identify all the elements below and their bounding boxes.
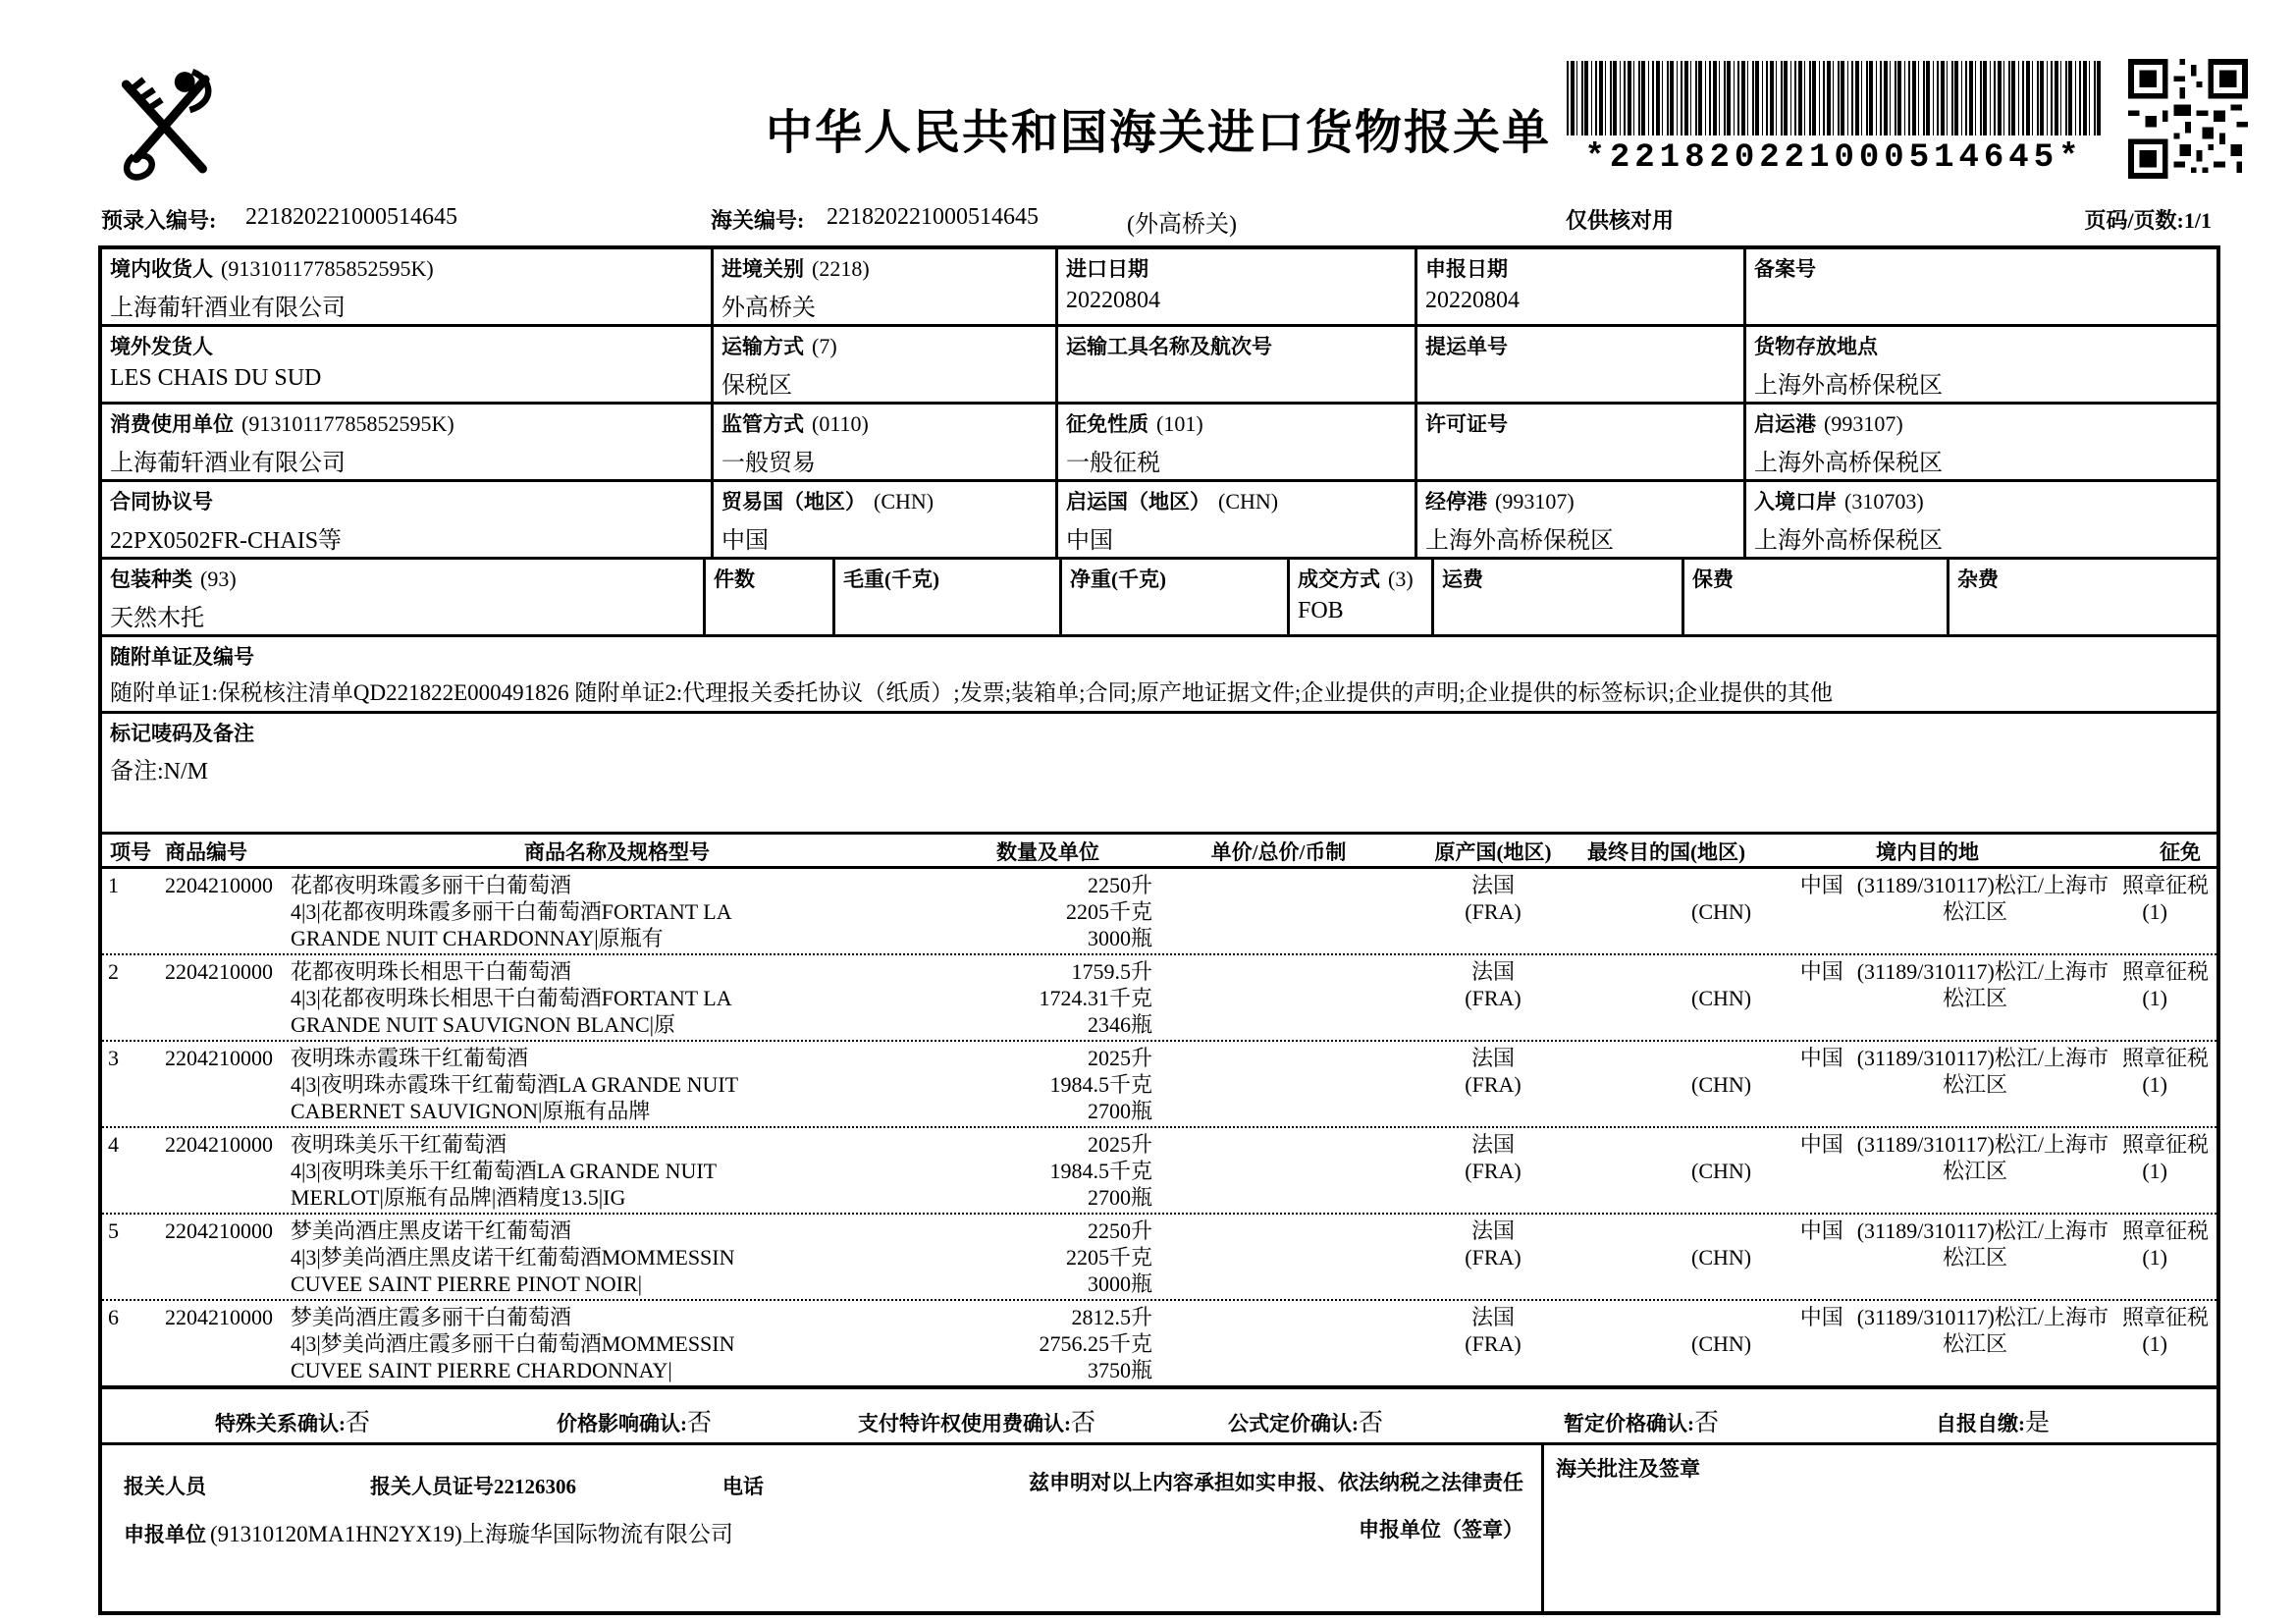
goods-items — [102, 866, 2216, 1385]
item-dest-code: (CHN) — [1691, 1245, 1752, 1270]
item-dest-country: 中国 — [1799, 1218, 1843, 1243]
col-price: 单价/总价/币制 — [1210, 840, 1347, 864]
item-qty-kg: 2205千克 — [1065, 899, 1152, 924]
item-dest-line1 — [1581, 1304, 2209, 1330]
confirm-self-declare-pay: 自报自缴:是 — [1936, 1410, 2051, 1436]
field-packing-type: 包装种类 (93) 天然木托 — [110, 567, 237, 631]
page-info: 页码/页数:1/1 — [2084, 208, 2212, 233]
item-price — [1152, 958, 1405, 1038]
item-quantity — [943, 1217, 1152, 1297]
item-qty-kg: 1724.31千克 — [1039, 986, 1152, 1010]
item-name-line2: 4|3|花都夜明珠长相思干白葡萄酒FORTANT LA — [291, 986, 732, 1010]
item-name-line3: MERLOT|原瓶有品牌|酒精度13.5|IG — [291, 1185, 626, 1210]
declaration-table — [98, 245, 2220, 1615]
port-note: (外高桥关) — [1127, 212, 1237, 238]
field-departure-port: 启运港 (993107) 上海外高桥保税区 — [1743, 405, 2216, 479]
item-price — [1152, 1131, 1405, 1211]
phone-label: 电话 — [722, 1475, 764, 1498]
barcode — [1567, 61, 2102, 177]
item-name — [291, 872, 943, 951]
meta-row — [0, 204, 2296, 238]
goods-item-row — [102, 1040, 2216, 1126]
field-storage-place: 货物存放地点 上海外高桥保税区 — [1743, 327, 2216, 402]
item-domestic-destination: (31189/310117)松江/上海市 — [1856, 1305, 2109, 1329]
item-dest-country: 中国 — [1799, 1132, 1843, 1157]
field-entry-port: 入境口岸 (310703) 上海外高桥保税区 — [1743, 482, 2216, 557]
field-transport-mode: 运输方式 (7) 保税区 — [711, 327, 1055, 402]
item-district: 松江区 — [1943, 1331, 2008, 1356]
item-dest-country: 中国 — [1799, 1046, 1843, 1070]
item-hs-code: 2204210000 — [165, 1046, 273, 1070]
item-no: 2 — [108, 959, 119, 984]
col-levy: 征免 — [2160, 840, 2201, 864]
item-origin-code: (FRA) — [1465, 1331, 1522, 1356]
item-dest-line1 — [1581, 1131, 2209, 1158]
item-dest-code: (CHN) — [1691, 1159, 1752, 1183]
item-origin-code: (FRA) — [1465, 986, 1522, 1010]
col-quantity: 数量及单位 — [996, 840, 1099, 864]
goods-item-row — [102, 1213, 2216, 1299]
item-dest-country: 中国 — [1799, 873, 1843, 897]
check-only-note: 仅供核对用 — [1566, 208, 1675, 233]
field-gross-weight: 毛重(千克) — [832, 560, 1059, 634]
field-license-no: 许可证号 — [1415, 405, 1743, 479]
item-qty-litres: 2025升 — [1087, 1132, 1152, 1157]
field-declare-date: 申报日期 20220804 — [1415, 249, 1743, 324]
item-name — [291, 1217, 943, 1297]
item-price — [1152, 1217, 1405, 1297]
field-import-date: 进口日期 20220804 — [1055, 249, 1415, 324]
item-origin-code: (FRA) — [1465, 899, 1522, 924]
confirmations-row — [102, 1385, 2216, 1442]
item-origin-country: 法国 — [1470, 873, 1515, 897]
agent-sign-label: 申报单位（签章） — [1359, 1518, 1523, 1542]
item-levy-code: (1) — [2142, 1245, 2167, 1270]
item-origin-country: 法国 — [1470, 1046, 1515, 1070]
item-levy-mode: 照章征税 — [2121, 1132, 2209, 1157]
item-dest-line2 — [1581, 1330, 2209, 1357]
confirm-special-relation: 特殊关系确认:否 — [215, 1410, 371, 1436]
item-no: 5 — [108, 1218, 119, 1243]
item-levy-code: (1) — [2142, 1331, 2167, 1356]
item-hs-code: 2204210000 — [165, 1305, 273, 1329]
item-name-line3: CUVEE SAINT PIERRE PINOT NOIR| — [291, 1271, 643, 1296]
item-quantity — [943, 1131, 1152, 1211]
item-dest-line2 — [1581, 1071, 2209, 1098]
item-quantity — [943, 958, 1152, 1038]
item-name-line1: 花都夜明珠长相思干白葡萄酒 — [291, 959, 572, 984]
item-qty-bottles: 2700瓶 — [1087, 1099, 1152, 1123]
field-net-weight: 净重(千克) — [1059, 560, 1287, 634]
page-title: 中华人民共和国海关进口货物报关单 — [765, 107, 1551, 159]
item-name-line1: 梦美尚酒庄霞多丽干白葡萄酒 — [291, 1305, 572, 1329]
item-district: 松江区 — [1943, 899, 2008, 924]
emblem-orb — [175, 72, 195, 92]
item-dest-code: (CHN) — [1691, 1072, 1752, 1097]
item-dest-line1 — [1581, 1217, 2209, 1244]
col-domestic-destination: 境内目的地 — [1876, 840, 1979, 864]
item-destination — [1581, 1217, 2216, 1297]
item-name — [291, 958, 943, 1038]
goods-table-header — [102, 832, 2216, 866]
pre-entry-no: 221820221000514645 — [245, 204, 457, 230]
barcode-text: *221820221000514645* — [1584, 139, 2084, 177]
item-qty-litres: 1759.5升 — [1071, 959, 1152, 984]
confirm-royalty-payment: 支付特许权使用费确认:否 — [858, 1410, 1096, 1436]
form-row-3 — [102, 402, 2216, 479]
item-qty-litres: 2812.5升 — [1071, 1305, 1152, 1329]
item-name — [291, 1304, 943, 1383]
form-row-1 — [102, 249, 2216, 324]
item-dest-line2 — [1581, 898, 2209, 925]
item-levy-mode: 照章征税 — [2121, 1305, 2209, 1329]
item-dest-line1 — [1581, 958, 2209, 985]
item-destination — [1581, 1304, 2216, 1383]
customs-no: 221820221000514645 — [827, 204, 1039, 230]
qr-code — [2128, 59, 2248, 179]
item-domestic-destination: (31189/310117)松江/上海市 — [1856, 1218, 2109, 1243]
field-piece-count: 件数 — [703, 560, 832, 634]
item-qty-bottles: 2346瓶 — [1087, 1012, 1152, 1037]
item-qty-kg: 2756.25千克 — [1039, 1331, 1152, 1356]
item-origin-code: (FRA) — [1465, 1245, 1522, 1270]
item-levy-code: (1) — [2142, 1072, 2167, 1097]
item-district: 松江区 — [1943, 1159, 2008, 1183]
customs-notes-cell — [1541, 1445, 2216, 1611]
item-price — [1152, 1304, 1405, 1383]
item-origin-country: 法国 — [1470, 1305, 1515, 1329]
goods-item-row — [102, 1126, 2216, 1213]
item-hs-code: 2204210000 — [165, 873, 273, 897]
item-price — [1152, 1045, 1405, 1124]
field-insurance: 保费 — [1682, 560, 1947, 634]
confirm-provisional-price: 暂定价格确认:否 — [1564, 1410, 1720, 1436]
item-qty-litres: 2250升 — [1087, 873, 1152, 897]
item-name-line2: 4|3|梦美尚酒庄霞多丽干白葡萄酒MOMMESSIN — [291, 1331, 735, 1356]
agent-value: (91310120MA1HN2YX19)上海璇华国际物流有限公司 — [210, 1522, 733, 1546]
field-freight: 运费 — [1431, 560, 1682, 634]
item-hs-code: 2204210000 — [165, 1218, 273, 1243]
item-district: 松江区 — [1943, 986, 2008, 1010]
field-departure-country: 启运国（地区） (CHN) 中国 — [1055, 482, 1415, 557]
item-qty-litres: 2250升 — [1087, 1218, 1152, 1243]
item-origin-country: 法国 — [1470, 959, 1515, 984]
col-origin-country: 原产国(地区) — [1434, 840, 1552, 864]
item-dest-line2 — [1581, 985, 2209, 1011]
field-bl-no: 提运单号 — [1415, 327, 1743, 402]
item-destination — [1581, 958, 2216, 1038]
item-district: 松江区 — [1943, 1072, 2008, 1097]
item-levy-code: (1) — [2142, 899, 2167, 924]
item-qty-litres: 2025升 — [1087, 1046, 1152, 1070]
item-origin — [1405, 958, 1581, 1038]
form-row-5 — [102, 557, 2216, 634]
item-quantity — [943, 1304, 1152, 1383]
item-domestic-destination: (31189/310117)松江/上海市 — [1856, 1132, 2109, 1157]
item-destination — [1581, 872, 2216, 951]
item-domestic-destination: (31189/310117)松江/上海市 — [1856, 1046, 2109, 1070]
item-no: 6 — [108, 1305, 119, 1329]
item-qty-bottles: 2700瓶 — [1087, 1185, 1152, 1210]
field-transaction-mode: 成交方式 (3) FOB — [1287, 560, 1431, 634]
item-levy-mode: 照章征税 — [2121, 1218, 2209, 1243]
item-no: 1 — [108, 873, 119, 897]
barcode-stripes — [1567, 61, 2102, 135]
form-row-4 — [102, 479, 2216, 557]
item-qty-bottles: 3750瓶 — [1087, 1358, 1152, 1382]
attached-docs-text: 随附单证1:保税核注清单QD221822E000491826 随附单证2:代理报关委托协议（纸质）;发票;装箱单;合同;原产地证据文件;企业提供的声明;企业提供的标签标识;企业提供的其他 — [110, 680, 1834, 705]
item-origin — [1405, 872, 1581, 951]
field-consumer-unit: 消费使用单位 (91310117785852595K) 上海葡轩酒业有限公司 — [110, 411, 454, 476]
col-dest-country: 最终目的国(地区) — [1587, 840, 1745, 864]
item-qty-kg: 2205千克 — [1065, 1245, 1152, 1270]
form-row-2 — [102, 324, 2216, 402]
field-stopover-port: 经停港 (993107) 上海外高桥保税区 — [1415, 482, 1743, 557]
customs-emblem — [103, 54, 231, 187]
attached-docs: 随附单证及编号 随附单证1:保税核注清单QD221822E000491826 随附单证2:代理报关委托协议（纸质）;发票;装箱单;合同;原产地证据文件;企业提供的声明;企业提供的标签标识;企业提供的其他 — [102, 637, 2216, 711]
marks-remarks-row — [102, 711, 2216, 832]
customs-notes-label: 海关批注及签章 — [1556, 1457, 1700, 1481]
marks-remarks: 标记唛码及备注 备注:N/M — [102, 714, 2216, 832]
item-price — [1152, 872, 1405, 951]
field-domestic-consignee: 境内收货人 (91310117785852595K) 上海葡轩酒业有限公司 — [110, 256, 434, 321]
item-qty-bottles: 3000瓶 — [1087, 926, 1152, 950]
item-name-line3: GRANDE NUIT SAUVIGNON BLANC|原 — [291, 1012, 676, 1037]
item-name-line2: 4|3|夜明珠赤霞珠干红葡萄酒LA GRANDE NUIT — [291, 1072, 739, 1097]
item-dest-code: (CHN) — [1691, 986, 1752, 1010]
field-supervision-mode: 监管方式 (0110) 一般贸易 — [711, 405, 1055, 479]
item-dest-line2 — [1581, 1244, 2209, 1271]
item-destination — [1581, 1131, 2216, 1211]
item-origin — [1405, 1131, 1581, 1211]
item-quantity — [943, 1045, 1152, 1124]
item-dest-line2 — [1581, 1158, 2209, 1184]
attached-docs-row — [102, 634, 2216, 711]
item-name — [291, 1131, 943, 1211]
item-name-line3: CABERNET SAUVIGNON|原瓶有品牌 — [291, 1099, 651, 1123]
footer-declarant-area — [102, 1445, 1541, 1611]
item-dest-code: (CHN) — [1691, 899, 1752, 924]
marks-note: 备注:N/M — [110, 759, 209, 784]
field-record-no: 备案号 — [1743, 249, 2216, 324]
item-name-line3: CUVEE SAINT PIERRE CHARDONNAY| — [291, 1358, 672, 1382]
field-transport-name: 运输工具名称及航次号 — [1055, 327, 1415, 402]
item-hs-code: 2204210000 — [165, 1132, 273, 1157]
item-destination — [1581, 1045, 2216, 1124]
pre-entry-label: 预录入编号: — [101, 208, 217, 233]
item-origin — [1405, 1045, 1581, 1124]
item-origin-country: 法国 — [1470, 1132, 1515, 1157]
item-origin-code: (FRA) — [1465, 1072, 1522, 1097]
customs-no-label: 海关编号: — [711, 208, 805, 233]
item-name — [291, 1045, 943, 1124]
item-levy-mode: 照章征税 — [2121, 959, 2209, 984]
item-qty-kg: 1984.5千克 — [1049, 1159, 1152, 1183]
item-name-line2: 4|3|花都夜明珠霞多丽干白葡萄酒FORTANT LA — [291, 899, 732, 924]
item-no: 4 — [108, 1132, 119, 1157]
item-name-line3: GRANDE NUIT CHARDONNAY|原瓶有 — [291, 926, 664, 950]
item-dest-country: 中国 — [1799, 1305, 1843, 1329]
item-no: 3 — [108, 1046, 119, 1070]
item-qty-bottles: 3000瓶 — [1087, 1271, 1152, 1296]
declarant-label: 报关人员 — [124, 1475, 206, 1498]
item-name-line2: 4|3|夜明珠美乐干红葡萄酒LA GRANDE NUIT — [291, 1159, 718, 1183]
field-levy-nature: 征免性质 (101) 一般征税 — [1055, 405, 1415, 479]
col-hs-code: 商品编号 — [165, 840, 247, 864]
item-name-line1: 夜明珠赤霞珠干红葡萄酒 — [291, 1046, 529, 1070]
confirm-price-influence: 价格影响确认:否 — [557, 1410, 713, 1436]
col-item-no: 项号 — [110, 840, 151, 864]
field-contract-no: 合同协议号 22PX0502FR-CHAIS等 — [110, 490, 343, 554]
agent-line: 申报单位 (91310120MA1HN2YX19)上海璇华国际物流有限公司 — [124, 1522, 733, 1546]
goods-item-row — [102, 953, 2216, 1040]
item-qty-kg: 1984.5千克 — [1049, 1072, 1152, 1097]
declaration-statement: 兹申明对以上内容承担如实申报、依法纳税之法律责任 — [1029, 1471, 1523, 1494]
col-goods-name: 商品名称及规格型号 — [524, 840, 710, 864]
item-origin-country: 法国 — [1470, 1218, 1515, 1243]
item-levy-mode: 照章征税 — [2121, 873, 2209, 897]
item-domestic-destination: (31189/310117)松江/上海市 — [1856, 959, 2109, 984]
item-quantity — [943, 872, 1152, 951]
item-dest-line1 — [1581, 872, 2209, 898]
item-levy-code: (1) — [2142, 986, 2167, 1010]
item-name-line1: 花都夜明珠霞多丽干白葡萄酒 — [291, 873, 572, 897]
field-misc-fees: 杂费 — [1947, 560, 2216, 634]
declarant-id: 报关人员证号22126306 — [370, 1475, 576, 1498]
item-levy-mode: 照章征税 — [2121, 1046, 2209, 1070]
item-dest-line1 — [1581, 1045, 2209, 1071]
item-origin — [1405, 1304, 1581, 1383]
item-name-line1: 夜明珠美乐干红葡萄酒 — [291, 1132, 507, 1157]
item-levy-code: (1) — [2142, 1159, 2167, 1183]
item-dest-country: 中国 — [1799, 959, 1843, 984]
item-district: 松江区 — [1943, 1245, 2008, 1270]
item-domestic-destination: (31189/310117)松江/上海市 — [1856, 873, 2109, 897]
goods-item-row — [102, 1299, 2216, 1385]
item-dest-code: (CHN) — [1691, 1331, 1752, 1356]
item-name-line2: 4|3|梦美尚酒庄黑皮诺干红葡萄酒MOMMESSIN — [291, 1245, 735, 1270]
item-origin-code: (FRA) — [1465, 1159, 1522, 1183]
field-trade-country: 贸易国（地区） (CHN) 中国 — [711, 482, 1055, 557]
field-overseas-shipper: 境外发货人 LES CHAIS DU SUD — [110, 335, 322, 391]
item-origin — [1405, 1217, 1581, 1297]
field-entry-customs: 进境关别 (2218) 外高桥关 — [711, 249, 1055, 324]
item-name-line1: 梦美尚酒庄黑皮诺干红葡萄酒 — [291, 1218, 572, 1243]
confirm-formula-pricing: 公式定价确认:否 — [1228, 1410, 1384, 1436]
goods-item-row — [102, 869, 2216, 953]
item-hs-code: 2204210000 — [165, 959, 273, 984]
footer-section — [102, 1442, 2216, 1611]
